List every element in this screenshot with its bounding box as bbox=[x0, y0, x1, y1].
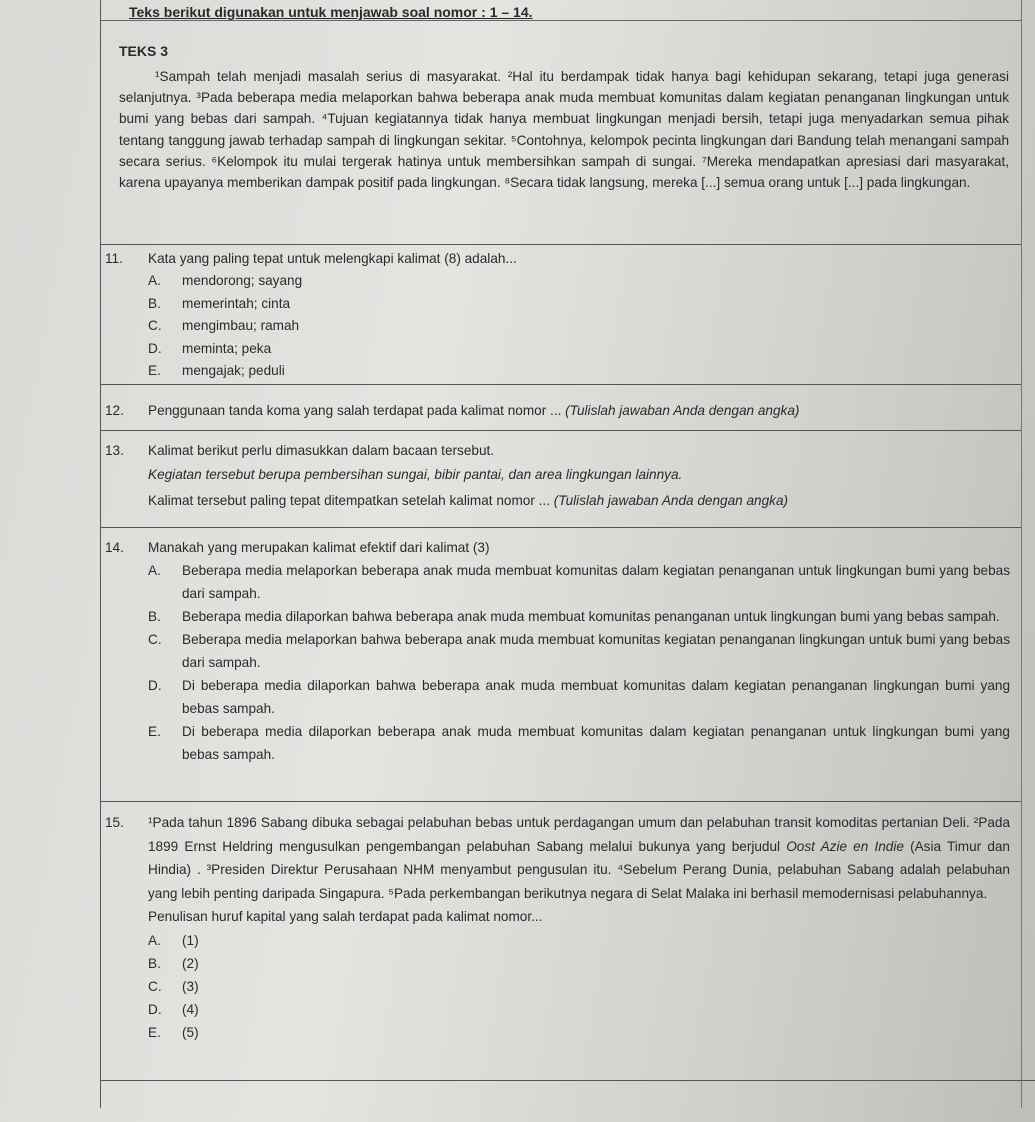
question-number: 11. bbox=[105, 251, 123, 266]
question-stem: Manakah yang merupakan kalimat efektif dari kalimat (3) bbox=[148, 540, 490, 555]
book-title: Oost Azie en Indie bbox=[786, 838, 904, 854]
question-12 bbox=[105, 400, 1010, 422]
answer-note: (Tulislah jawaban Anda dengan angka) bbox=[553, 493, 789, 508]
option-d[interactable] bbox=[105, 998, 1010, 1021]
option-letter: A. bbox=[148, 273, 161, 288]
passage-part: ¹Pada tahun 1896 Sabang dibuka sebagai pelabuhan bebas untuk perdagangan umum dan pelabuhan transit komoditas pertanian Deli. ²Pada 1899 Ernst Heldring mengusulkan pengembangan pelabuhan Sabang melalui bukunya yang berjudul bbox=[148, 815, 1010, 854]
divider bbox=[101, 1080, 1035, 1081]
question-stem: Kata yang paling tepat untuk melengkapi kalimat (8) adalah... bbox=[148, 251, 517, 266]
option-b[interactable] bbox=[105, 293, 1010, 316]
text-label: TEKS 3 bbox=[119, 43, 169, 59]
option-text: memerintah; cinta bbox=[182, 295, 291, 311]
inserted-sentence: Kegiatan tersebut berupa pembersihan sungai, bibir pantai, dan area lingkungan lainnya. bbox=[148, 467, 683, 482]
option-a[interactable] bbox=[105, 929, 1010, 952]
option-letter: A. bbox=[148, 933, 161, 948]
reading-passage: ¹Sampah telah menjadi masalah serius di masyarakat. ²Hal itu berdampak tidak hanya bagi kehidupan sekarang, tetapi juga generasi selanjutnya. ³Pada beberapa media melaporkan bahwa beberapa anak muda membuat komunitas dalam kegiatan penanganan lingkungan untuk bumi yang bebas dari sampah. ⁴Tujuan kegiatannya tidak hanya membuat lingkungan menjadi bersih, tetapi juga menyadarkan semua pihak tentang tanggung jawab terhadap sampah di lingkungan sekitar. ⁵Contohnya, kelompok pecinta lingkungan dari Bandung telah menangani sampah secara serius. ⁶Kelompok itu mulai tergerak hatinya untuk membersihkan sampah di sungai. ⁷Mereka mendapatkan apresiasi dari masyarakat, karena upayanya memberikan dampak positif pada lingkungan. ⁸Secara tidak langsung, mereka [...] semua orang untuk [...] pada lingkungan. bbox=[119, 69, 1009, 191]
option-letter: B. bbox=[148, 609, 161, 624]
question-passage bbox=[148, 811, 1010, 905]
option-letter: A. bbox=[148, 563, 161, 578]
option-d[interactable] bbox=[105, 674, 1010, 720]
question-number: 14. bbox=[105, 540, 124, 555]
option-letter: C. bbox=[148, 318, 162, 333]
option-a[interactable] bbox=[105, 270, 1010, 293]
option-c[interactable] bbox=[105, 315, 1010, 338]
divider bbox=[101, 20, 1021, 21]
option-e[interactable] bbox=[105, 360, 1010, 383]
option-text: (5) bbox=[182, 1025, 199, 1040]
question-13 bbox=[105, 440, 1010, 514]
question-stem: Penggunaan tanda koma yang salah terdapat pada kalimat nomor ... bbox=[148, 403, 562, 418]
option-text: (2) bbox=[182, 956, 199, 971]
option-text: (4) bbox=[182, 1002, 199, 1017]
question-prompt: Kalimat tersebut paling tepat ditempatkan setelah kalimat nomor ... bbox=[148, 493, 550, 508]
option-text: Di beberapa media dilaporkan beberapa anak muda membuat komunitas dalam kegiatan penanganan untuk lingkungan bumi yang bebas sampah. bbox=[182, 724, 1010, 762]
passage-part: (Asia Timur dan Hindia) . ³Presiden Direktur Perusahaan NHM menyambut pengusulan itu. ⁴Sebelum Perang Dunia, pelabuhan Sabang adalah pelabuhan yang lebih penting daripada Singapura. ⁵Pada perkembangan berikutnya negara di Selat Malaka ini berhasil memodernisasi pelabuhannya. bbox=[148, 838, 1010, 901]
option-letter: B. bbox=[148, 956, 161, 971]
option-letter: D. bbox=[148, 340, 162, 356]
option-text: Beberapa media dilaporkan bahwa beberapa anak muda membuat komunitas penanganan untuk lingkungan bumi yang bebas sampah. bbox=[182, 609, 1000, 624]
divider bbox=[101, 244, 1021, 245]
option-b[interactable] bbox=[105, 952, 1010, 975]
answer-note: (Tulislah jawaban Anda dengan angka) bbox=[565, 403, 800, 418]
option-e[interactable] bbox=[105, 720, 1010, 766]
option-e[interactable] bbox=[105, 1021, 1010, 1044]
option-letter: C. bbox=[148, 632, 162, 647]
option-text: Beberapa media melaporkan beberapa anak muda membuat komunitas dalam kegiatan penanganan untuk lingkungan bumi yang bebas dari sampah. bbox=[182, 563, 1010, 601]
option-a[interactable] bbox=[105, 559, 1010, 605]
option-letter: E. bbox=[148, 1025, 161, 1040]
question-stem: Kalimat berikut perlu dimasukkan dalam bacaan tersebut. bbox=[148, 443, 495, 458]
option-text: mendorong; sayang bbox=[182, 273, 303, 288]
option-letter: C. bbox=[148, 979, 162, 994]
exam-sheet bbox=[100, 0, 1022, 1108]
question-number: 15. bbox=[105, 815, 124, 830]
instruction-heading: Teks berikut digunakan untuk menjawab soal nomor : 1 – 14. bbox=[129, 4, 533, 20]
option-letter: D. bbox=[148, 678, 162, 693]
question-stem: Penulisan huruf kapital yang salah terdapat pada kalimat nomor... bbox=[148, 909, 543, 924]
question-number: 12. bbox=[105, 403, 124, 418]
divider bbox=[101, 801, 1021, 802]
divider bbox=[101, 430, 1021, 431]
question-14 bbox=[105, 537, 1010, 766]
option-text: meminta; peka bbox=[182, 340, 272, 356]
option-text: Di beberapa media dilaporkan bahwa beberapa anak muda membuat komunitas dalam kegiatan penanganan lingkungan bumi yang bebas sampah. bbox=[182, 678, 1010, 716]
option-b[interactable] bbox=[105, 605, 1010, 628]
question-number: 13. bbox=[105, 443, 124, 458]
option-letter: E. bbox=[148, 724, 161, 739]
option-letter: D. bbox=[148, 1002, 162, 1017]
option-text: (3) bbox=[182, 979, 199, 994]
option-c[interactable] bbox=[105, 628, 1010, 674]
option-text: (1) bbox=[182, 933, 199, 948]
option-d[interactable] bbox=[105, 338, 1010, 361]
option-letter: E. bbox=[148, 363, 161, 378]
option-text: mengajak; peduli bbox=[182, 363, 285, 378]
question-15 bbox=[105, 811, 1010, 1044]
option-c[interactable] bbox=[105, 975, 1010, 998]
question-11 bbox=[105, 248, 1010, 383]
option-text: Beberapa media melaporkan bahwa beberapa anak muda membuat komunitas kegiatan penanganan lingkungan untuk bumi yang bebas dari sampah. bbox=[182, 632, 1010, 670]
option-letter: B. bbox=[148, 295, 161, 311]
divider bbox=[101, 527, 1021, 528]
option-text: mengimbau; ramah bbox=[182, 318, 300, 333]
divider bbox=[101, 384, 1021, 385]
